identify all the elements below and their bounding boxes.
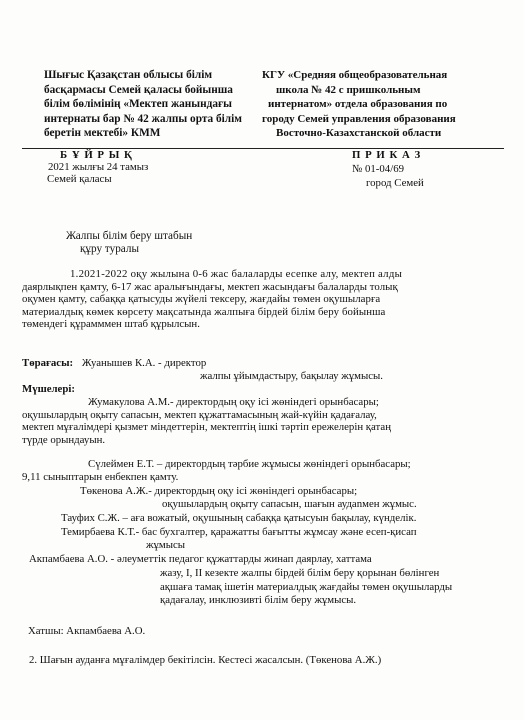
member-6-line: қадағалау, инклюзивті білім беру жұмысы. [160,594,357,607]
intro-line: материалдық көмек көрсету мақсатында жалпыға бірдей білім беру бойынша [22,305,386,318]
header-left-line: интернаты бар № 42 жалпы орта білім [44,112,242,125]
chair-duty: жалпы ұйымдастыру, бақылау жұмысы. [200,370,383,382]
member-1-line: оқушылардың оқыту сапасын, мектеп құжаттамасының жай-күйін қадағалау, [22,408,377,421]
member-1-line: мектеп мұғалімдері қызмет міндеттерін, мектептің ішкі тәртіп ережелерін қатаң [22,421,391,434]
order-title-kz: Б Ұ Й Р Ы Қ [60,149,133,161]
order-title-ru: П Р И К А З [352,149,422,161]
chair-text: Жуанышев К.А. - директор [81,357,207,369]
chair-label: Төрағасы: [22,357,74,369]
member-3-line-1: Төкенова А.Ж.- директордың оқу ісі жөніндегі орынбасары; [80,485,358,497]
member-2-line-2: 9,11 сыныптарын енбекпен қамту. [22,471,179,483]
order-number: № 01-04/69 [352,163,404,175]
header-left-kz [44,68,242,141]
member-2-line-1: Сүлеймен Е.Т. – директордың тәрбие жұмысы жөніндегі орынбасары; [88,458,411,470]
header-left-line: Шығыс Қазақстан облысы білім [44,69,213,81]
member-6-line: ақшаға тамақ ішетін материалдық жағдайы төмен оқушыларды [160,580,453,593]
member-1-line: түрде орындауын. [22,433,106,446]
header-left-line: беретін мектебі» КММ [44,127,161,140]
subject-line-2: құру туралы [80,243,139,255]
intro-line: төмендегі құрамммен штаб құрылсын. [22,318,200,331]
intro-paragraph [22,268,506,331]
order-city-ru: город Семей [366,177,424,189]
order-city-kz: Семей қаласы [47,173,112,185]
header-left-line: басқармасы Семей қаласы бойынша [44,83,233,96]
member-6-block [160,567,452,607]
member-6-line-1: Акпамбаева А.О. - әлеуметтік педагог құжаттарды жинап даярлау, хаттама [29,553,372,565]
header-left-line: білім бөлімінің «Мектеп жанындағы [44,98,232,111]
intro-line: оқумен қамту, сабаққа қатысуды жүйелі тексеру, жағдайы төмен оқушыларға [22,293,381,306]
member-1 [22,396,506,446]
header-right-line: школа № 42 с пришкольным [276,83,421,96]
member-5-line-1: Темирбаева К.Т.- бас бухгалтер, қаражатты бағытты жұмсау және есеп-қисап [61,526,417,538]
member-1-line: Жумакулова А.М.- директордың оқу ісі жөніндегі орынбасары; [88,396,379,408]
member-4-line: Тауфих С.Ж. – аға вожатый, оқушының сабаққа қатысуын бақылау, күнделік. [61,512,417,524]
header-right-line: Восточно-Казахстанской области [276,127,442,140]
header-right-ru [262,68,456,141]
members-label: Мүшелері: [22,383,75,395]
header-right-line: городу Семей управления образования [262,112,456,125]
member-5-line-2: жұмысы [146,539,185,551]
item-2: 2. Шағын ауданға мұғалімдер бекітілсін. Кестесі жасалсын. (Төкенова А.Ж.) [29,654,382,666]
intro-line: 1.2021-2022 оқу жылына 0-6 жас балаларды есепке алу, мектеп алды [70,268,403,280]
subject-line-1: Жалпы білім беру штабын [66,230,193,242]
header-right-line: КГУ «Средняя общеобразовательная [262,69,448,81]
order-date-kz: 2021 жылғы 24 тамыз [48,161,149,173]
member-6-line: жазу, I, II кезекте жалпы бірдей білім беру қорынан бөлінген [160,567,440,579]
intro-line: даярлықпен қамту, 6-17 жас аралығындағы, мектеп жасындағы балаларды толық [22,280,398,293]
member-3-line-2: оқушылардың оқыту сапасын, шағын аудanмен жұмыс. [162,498,417,510]
chair-row [22,357,206,370]
secretary: Хатшы: Акпамбаева А.О. [28,625,146,637]
header-right-line: интернатом» отдела образования по [268,98,448,111]
